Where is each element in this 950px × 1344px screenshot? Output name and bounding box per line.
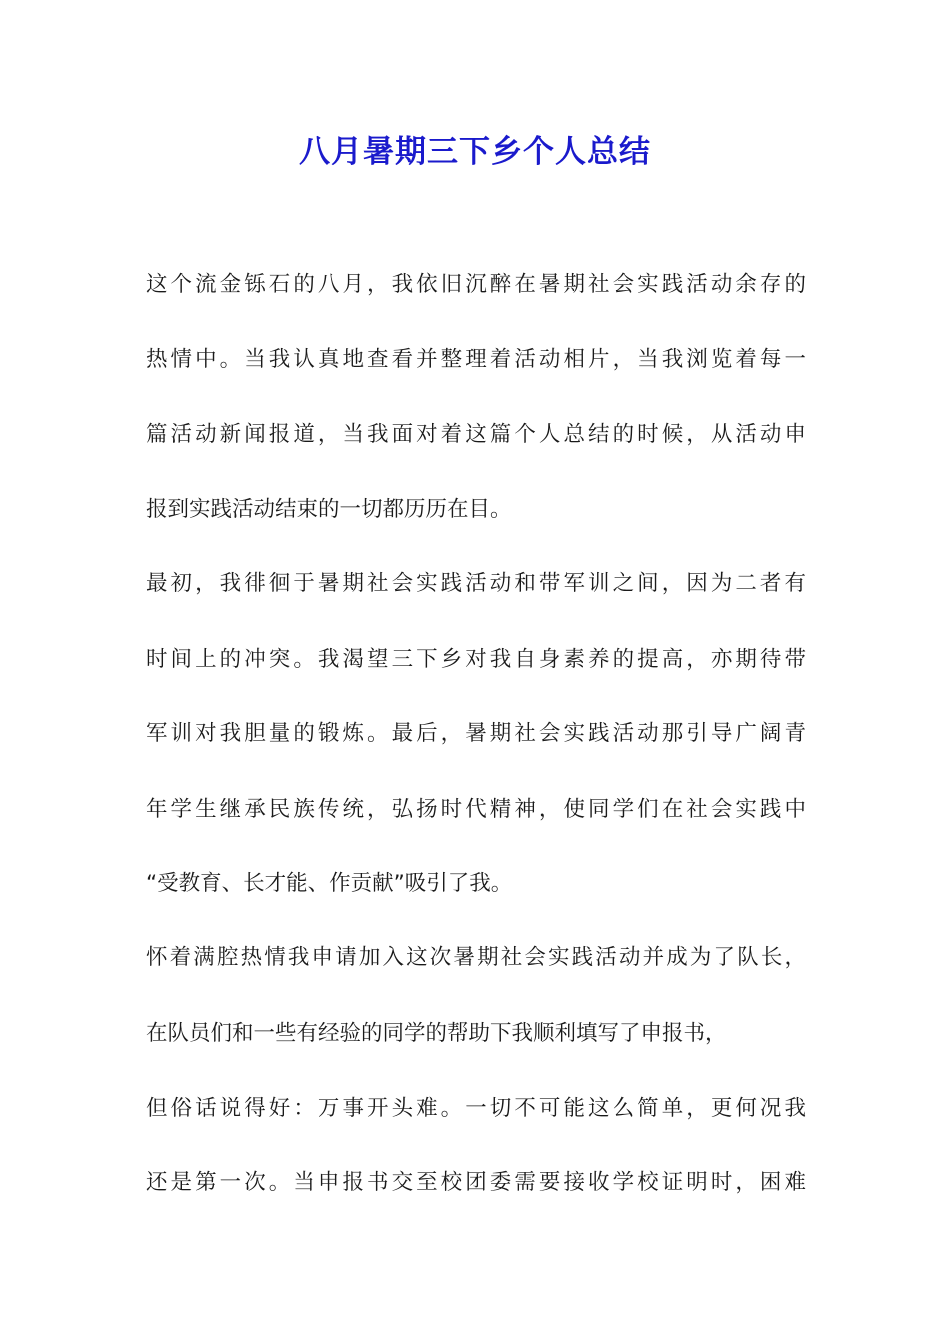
text-line: 怀着满腔热情我申请加入这次暑期社会实践活动并成为了队长，: [146, 945, 806, 970]
text-line: 篇活动新闻报道，当我面对着这篇个人总结的时候，从活动申: [146, 422, 806, 447]
text-line: 军训对我胆量的锻炼。最后，暑期社会实践活动那引导广阔青: [146, 721, 806, 746]
document-title: 八月暑期三下乡个人总结: [299, 134, 651, 170]
text-line: “受教育、长才能、作贡献”吸引了我。: [146, 871, 513, 896]
text-line: 报到实践活动结束的一切都历历在目。: [146, 497, 512, 522]
text-line: 但俗话说得好：万事开头难。一切不可能这么简单，更何况我: [146, 1096, 806, 1121]
text-line: 时间上的冲突。我渴望三下乡对我自身素养的提高，亦期待带: [146, 647, 806, 672]
text-line: 热情中。当我认真地查看并整理着活动相片，当我浏览着每一: [146, 347, 806, 372]
text-line: 最初，我徘徊于暑期社会实践活动和带军训之间，因为二者有: [146, 571, 806, 596]
text-line: 在队员们和一些有经验的同学的帮助下我顺利填写了申报书，: [146, 1021, 727, 1046]
text-line: 年学生继承民族传统，弘扬时代精神，使同学们在社会实践中: [146, 797, 806, 822]
text-line: 还是第一次。当申报书交至校团委需要接收学校证明时，困难: [146, 1170, 806, 1195]
text-line: 这个流金铄石的八月，我依旧沉醉在暑期社会实践活动余存的: [146, 272, 806, 297]
